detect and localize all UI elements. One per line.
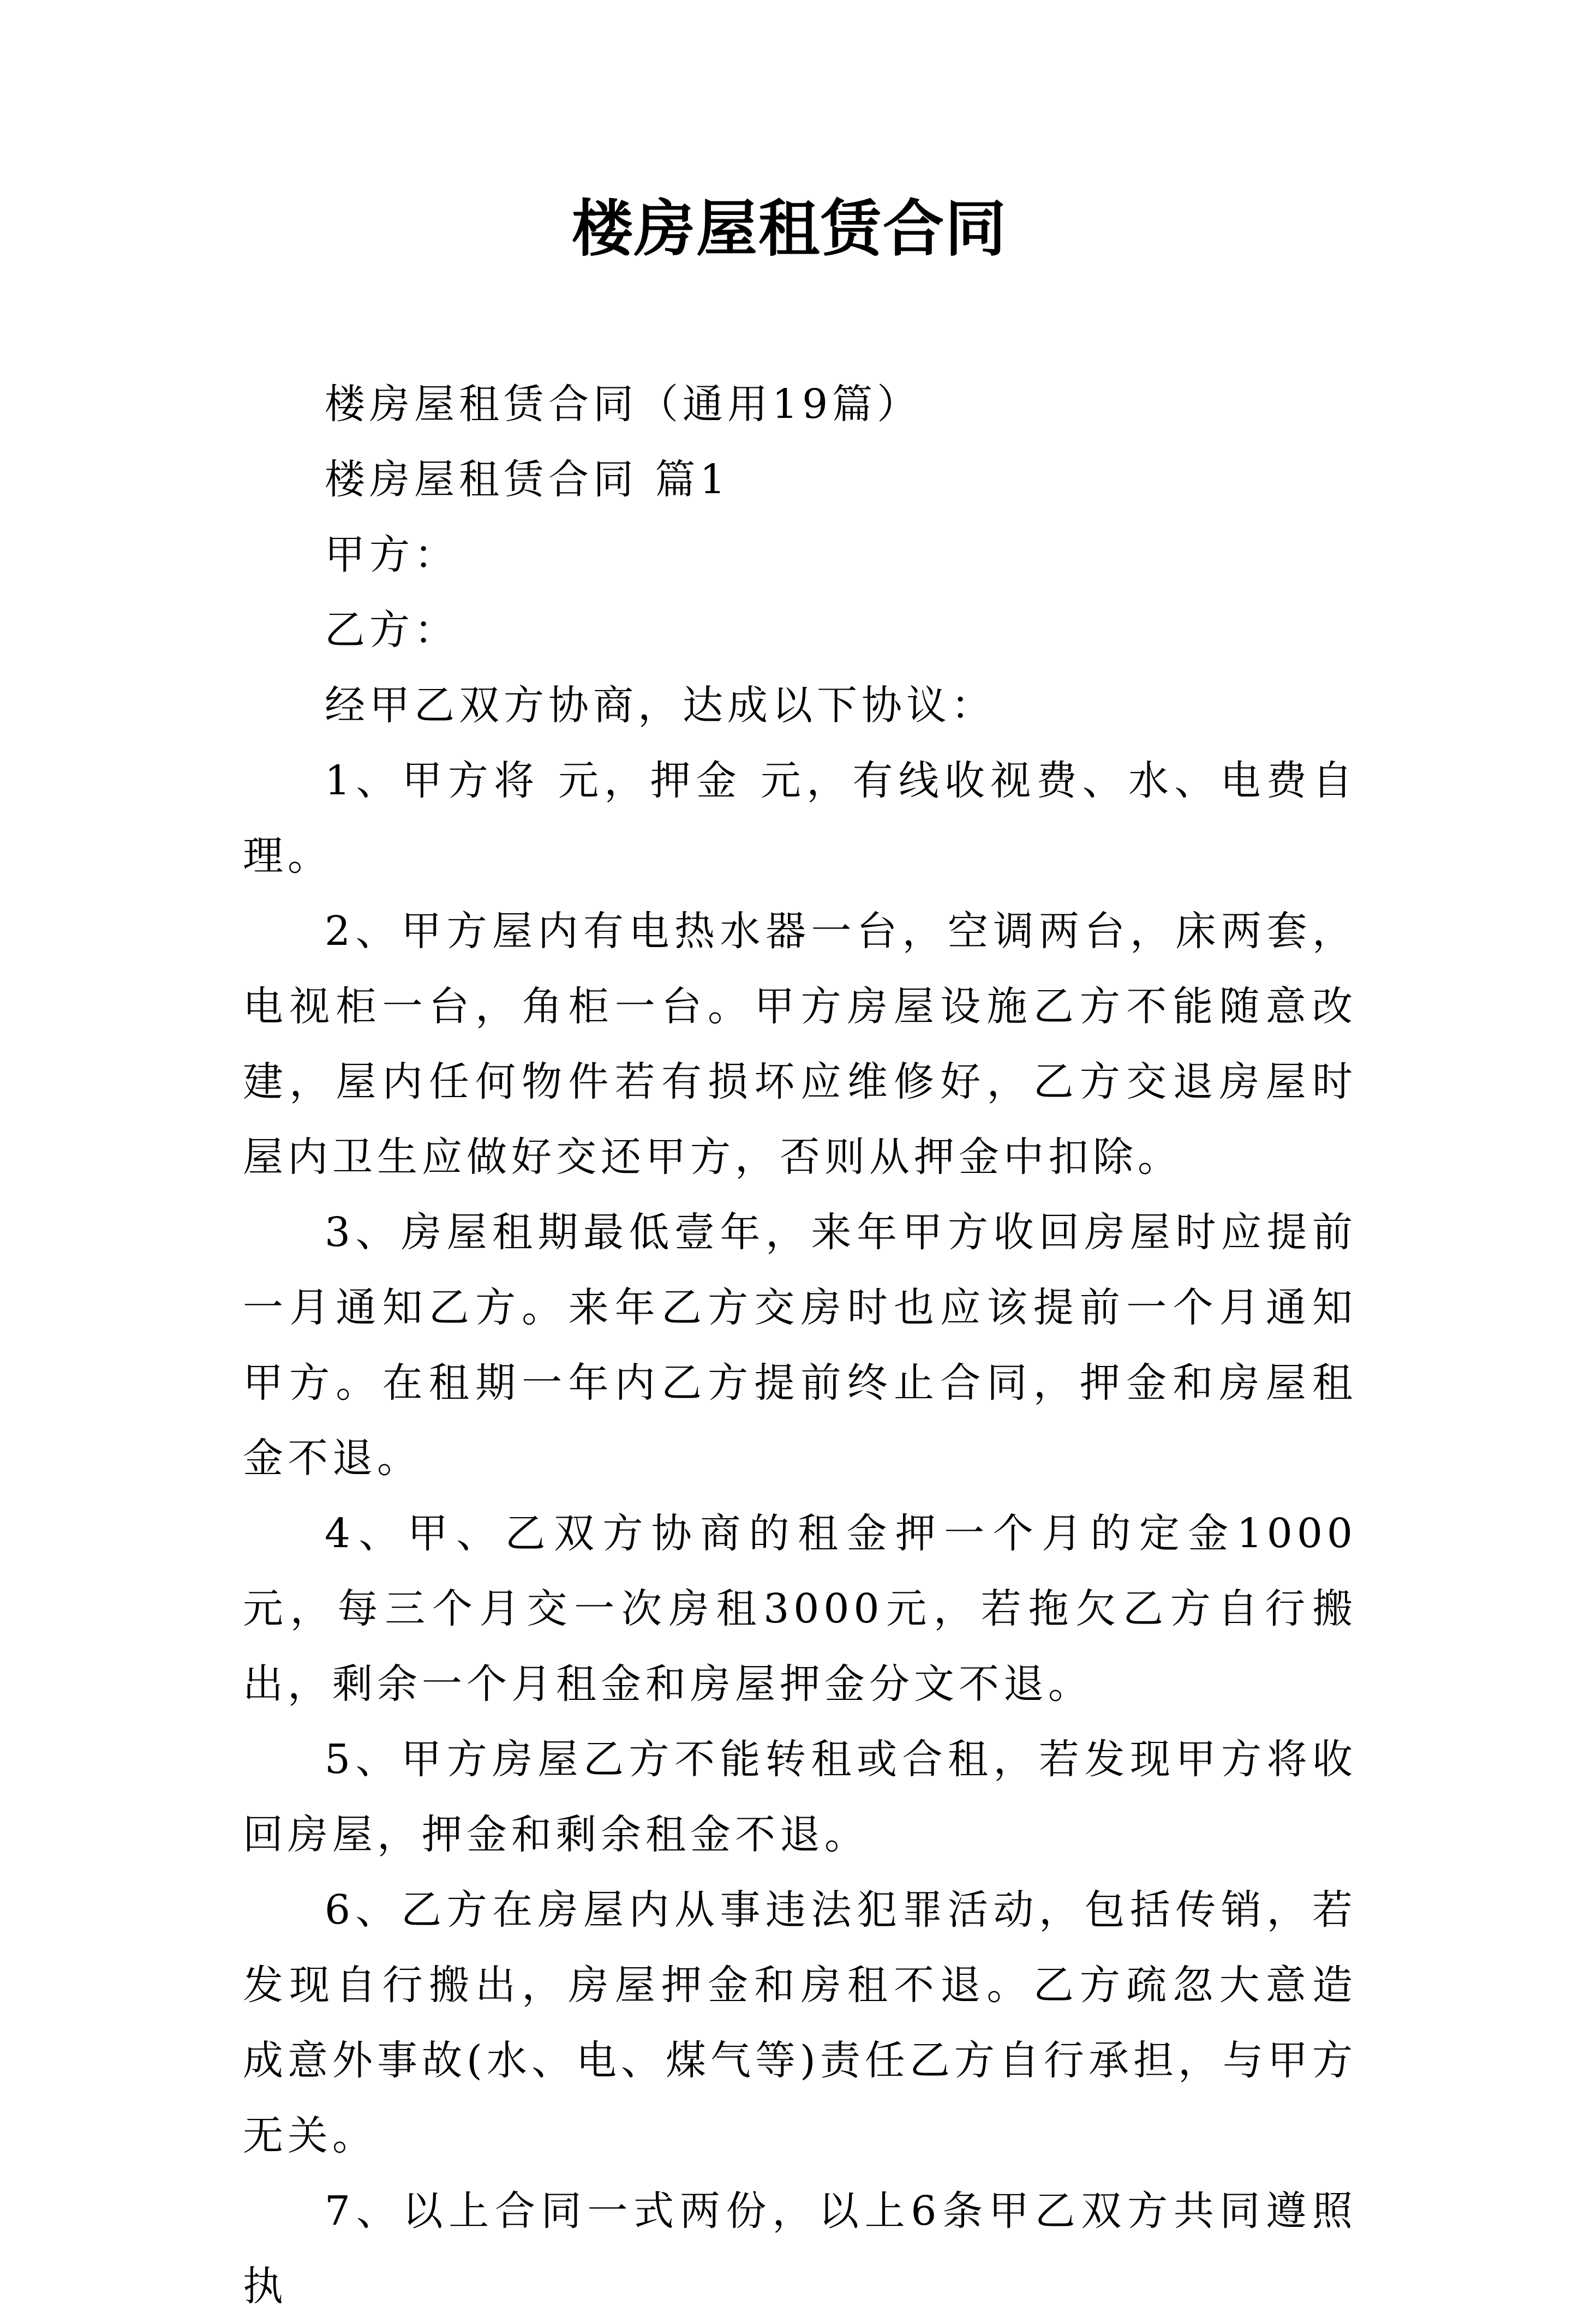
clause-7: 7、以上合同一式两份，以上6条甲乙双方共同遵照执 [243,2188,1357,2310]
clause-1: 1、甲方将 元，押金 元，有线收视费、水、电费自理。 [243,757,1357,879]
document-title: 楼房屋租赁合同 [572,193,1007,265]
heading-line-collection-title: 楼房屋租赁合同（通用19篇） [325,381,922,428]
document-body [243,367,1357,2324]
party-b-line: 乙方： [325,607,459,654]
clause-3: 3、房屋租期最低壹年，来年甲方收回房屋时应提前一月通知乙方。来年乙方交房时也应该提前一个月通知甲方。在租期一年内乙方提前终止合同，押金和房屋租金不退。 [243,1209,1357,1482]
clause-2: 2、甲方屋内有电热水器一台，空调两台，床两套，电视柜一台，角柜一台。甲方房屋设施乙方不能随意改建，屋内任何物件若有损坏应维修好，乙方交退房屋时屋内卫生应做好交还甲方，否则从押金中扣除。 [243,908,1357,1181]
party-a-line: 甲方： [325,531,459,578]
heading-line-section-title: 楼房屋租赁合同 篇1 [325,456,730,503]
clause-5: 5、甲方房屋乙方不能转租或合租，若发现甲方将收回房屋，押金和剩余租金不退。 [243,1736,1357,1858]
clause-6: 6、乙方在房屋内从事违法犯罪活动，包括传销，若发现自行搬出，房屋押金和房租不退。乙方疏忽大意造成意外事故(水、电、煤气等)责任乙方自行承担，与甲方无关。 [243,1886,1357,2159]
agreement-intro-line: 经甲乙双方协商，达成以下协议： [325,682,996,729]
clause-4: 4、甲、乙双方协商的租金押一个月的定金1000元，每三个月交一次房租3000元，若拖欠乙方自行搬出，剩余一个月租金和房屋押金分文不退。 [243,1510,1357,1708]
